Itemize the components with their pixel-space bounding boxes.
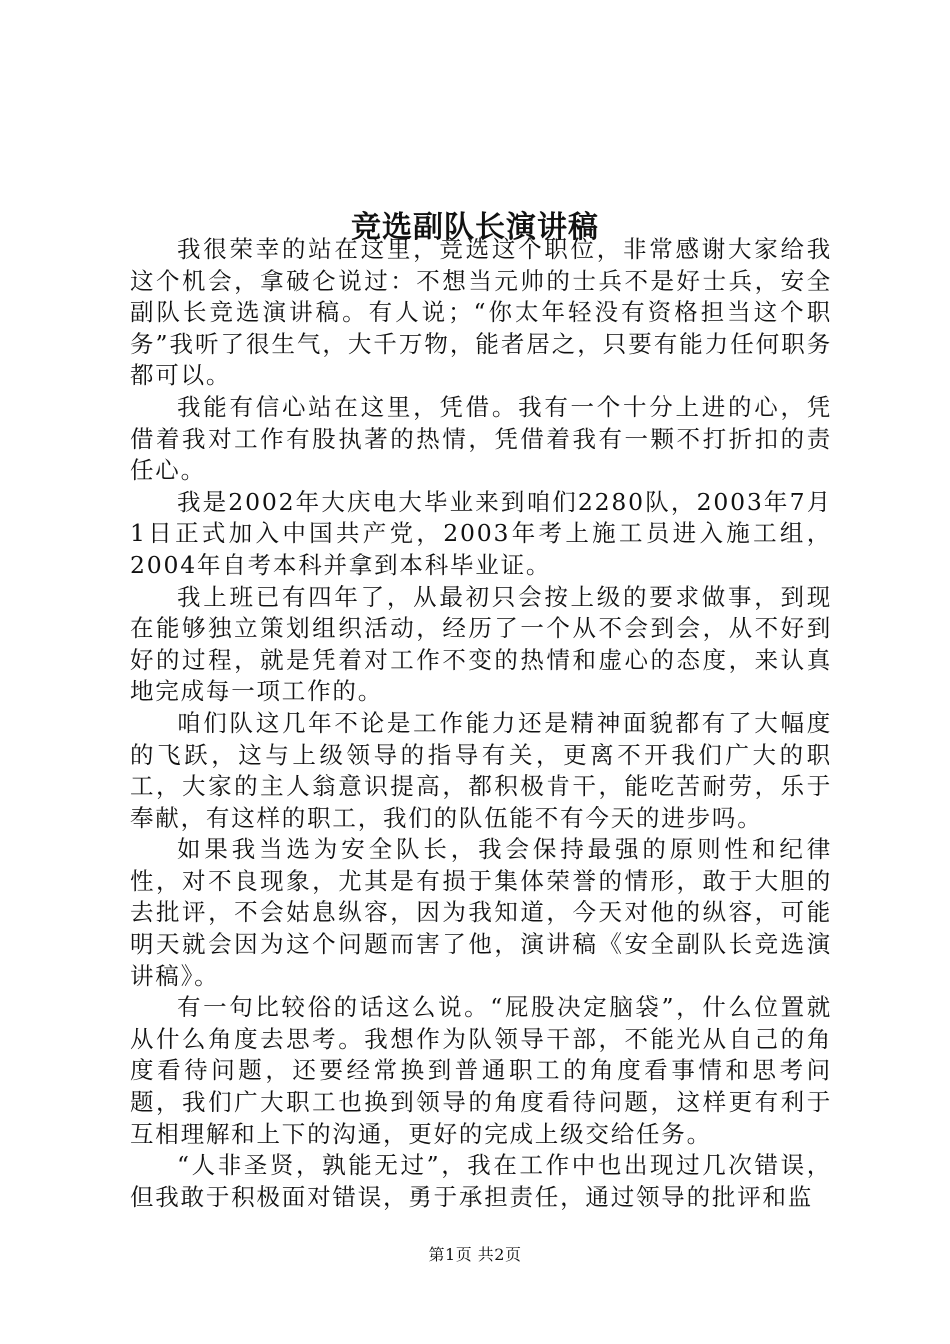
document-title: 竞选副队长演讲稿 bbox=[351, 210, 599, 246]
paragraph: 有一句比较俗的话这么说。“屁股决定脑袋”，什么位置就从什么角度去思考。我想作为队领导干部，不能光从自己的角度看待问题，还要经常换到普通职工的角度看事情和思考问题，我们广大职工也换到领导的角度看待问题，这样更有利于互相理解和上下的沟通，更好的完成上级交给任务。 bbox=[130, 993, 832, 1148]
paragraph: “人非圣贤，孰能无过”，我在工作中也出现过几次错误，但我敢于积极面对错误，勇于承担责任，通过领导的批评和监 bbox=[130, 1151, 832, 1211]
page-number-footer: 第1页 共2页 bbox=[428, 1245, 522, 1264]
paragraph: 我是2002年大庆电大毕业来到咱们2280队，2003年7月1日正式加入中国共产党，2003年考上施工员进入施工组，2004年自考本科并拿到本科毕业证。 bbox=[130, 487, 832, 579]
paragraph: 我能有信心站在这里，凭借。我有一个十分上进的心，凭借着我对工作有股执著的热情，凭借着我有一颗不打折扣的责任心。 bbox=[130, 392, 832, 485]
paragraph: 我很荣幸的站在这里，竞选这个职位，非常感谢大家给我这个机会，拿破仑说过：不想当元帅的士兵不是好士兵，安全副队长竞选演讲稿。有人说；“你太年轻没有资格担当这个职务”我听了很生气，大千万物，能者居之，只要有能力任何职务都可以。 bbox=[130, 235, 832, 390]
paragraph: 咱们队这几年不论是工作能力还是精神面貌都有了大幅度的飞跃，这与上级领导的指导有关，更离不开我们广大的职工，大家的主人翁意识提高，都积极肯干，能吃苦耐劳，乐于奉献，有这样的职工，我们的队伍能不有今天的进步吗。 bbox=[130, 708, 832, 832]
paragraph: 如果我当选为安全队长，我会保持最强的原则性和纪律性，对不良现象，尤其是有损于集体荣誉的情形，敢于大胆的去批评，不会姑息纵容，因为我知道，今天对他的纵容，可能明天就会因为这个问题而害了他，演讲稿《安全副队长竞选演讲稿》。 bbox=[130, 835, 832, 990]
document-body bbox=[130, 234, 832, 1213]
paragraph: 我上班已有四年了，从最初只会按上级的要求做事，到现在能够独立策划组织活动，经历了一个从不会到会，从不好到好的过程，就是凭着对工作不变的热情和虚心的态度，来认真地完成每一项工作的。 bbox=[130, 582, 832, 706]
